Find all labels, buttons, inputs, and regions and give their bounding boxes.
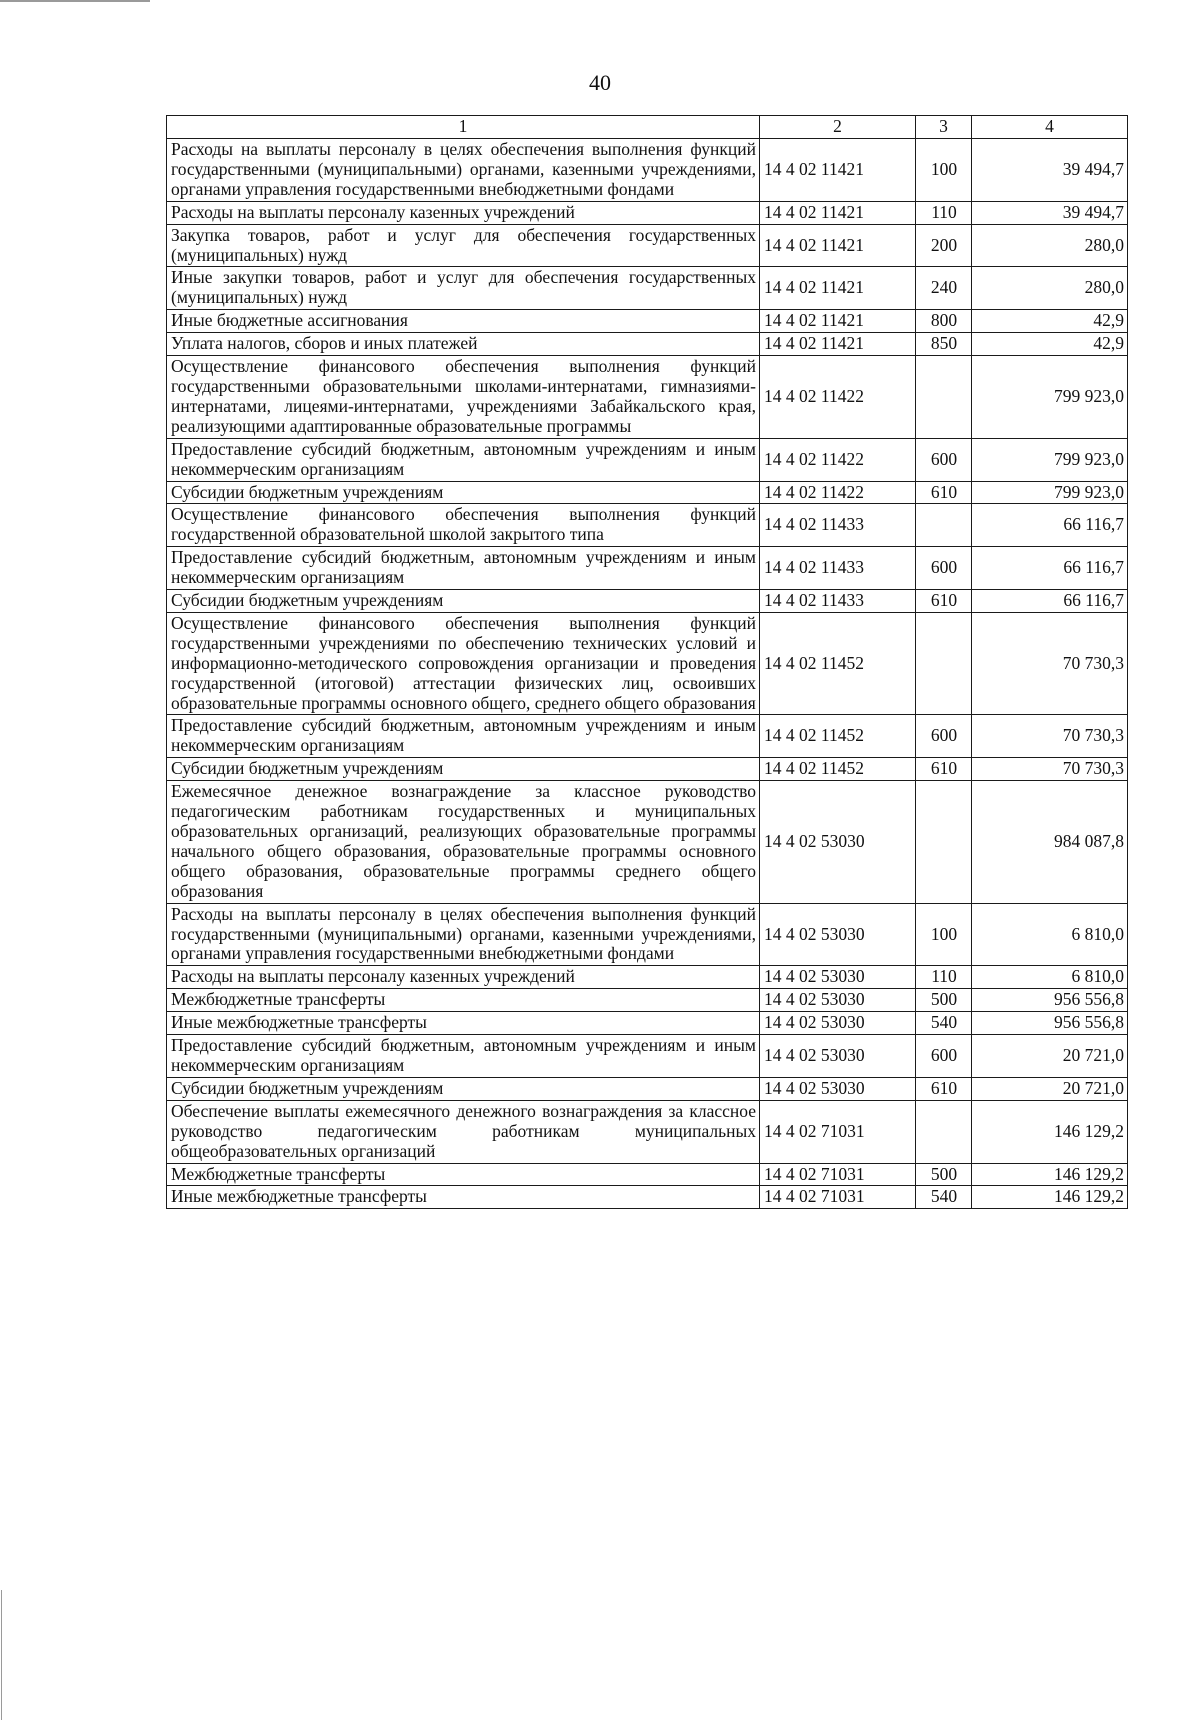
row-name: Расходы на выплаты персоналу в целях обеспечения выполнения функций государственными (муниципальными) органами, казенными учреждениями, органами управления государственными внебюджетными фондами xyxy=(167,903,760,966)
row-sum: 280,0 xyxy=(972,224,1128,267)
table-row xyxy=(167,310,1128,333)
row-name: Иные закупки товаров, работ и услуг для обеспечения государственных (муниципальных) нужд xyxy=(167,267,760,310)
row-name: Иные бюджетные ассигнования xyxy=(167,310,760,333)
row-type: 600 xyxy=(916,715,972,758)
row-name: Межбюджетные трансферты xyxy=(167,1163,760,1186)
row-code: 14 4 02 11421 xyxy=(760,224,916,267)
row-name: Иные межбюджетные трансферты xyxy=(167,1186,760,1209)
row-type: 110 xyxy=(916,201,972,224)
table-row xyxy=(167,481,1128,504)
row-code: 14 4 02 71031 xyxy=(760,1100,916,1163)
column-header-sum: 4 xyxy=(972,116,1128,139)
row-type: 600 xyxy=(916,438,972,481)
row-sum: 799 923,0 xyxy=(972,356,1128,439)
row-name: Закупка товаров, работ и услуг для обеспечения государственных (муниципальных) нужд xyxy=(167,224,760,267)
row-code: 14 4 02 11433 xyxy=(760,547,916,590)
row-type: 540 xyxy=(916,1012,972,1035)
row-type: 600 xyxy=(916,1035,972,1078)
row-sum: 799 923,0 xyxy=(972,481,1128,504)
row-name: Расходы на выплаты персоналу в целях обеспечения выполнения функций государственными (муниципальными) органами, казенными учреждениями, органами управления государственными внебюджетными фондами xyxy=(167,139,760,202)
row-code: 14 4 02 11421 xyxy=(760,310,916,333)
table-row xyxy=(167,438,1128,481)
row-sum: 956 556,8 xyxy=(972,989,1128,1012)
row-type: 100 xyxy=(916,903,972,966)
row-name: Обеспечение выплаты ежемесячного денежного вознаграждения за классное руководство педагогическим работникам муниципальных общеобразовательных организаций xyxy=(167,1100,760,1163)
row-sum: 70 730,3 xyxy=(972,715,1128,758)
table-row xyxy=(167,590,1128,613)
row-name: Иные межбюджетные трансферты xyxy=(167,1012,760,1035)
row-code: 14 4 02 53030 xyxy=(760,1077,916,1100)
table-row xyxy=(167,1100,1128,1163)
row-type: 500 xyxy=(916,1163,972,1186)
row-type xyxy=(916,781,972,903)
row-type: 600 xyxy=(916,547,972,590)
row-name: Субсидии бюджетным учреждениям xyxy=(167,481,760,504)
row-name: Предоставление субсидий бюджетным, автономным учреждениям и иным некоммерческим организациям xyxy=(167,715,760,758)
row-type: 610 xyxy=(916,590,972,613)
row-type: 240 xyxy=(916,267,972,310)
row-sum: 20 721,0 xyxy=(972,1035,1128,1078)
row-sum: 956 556,8 xyxy=(972,1012,1128,1035)
table-row xyxy=(167,715,1128,758)
row-sum: 20 721,0 xyxy=(972,1077,1128,1100)
scan-mark-top-left xyxy=(0,0,150,2)
row-code: 14 4 02 11433 xyxy=(760,590,916,613)
row-code: 14 4 02 71031 xyxy=(760,1163,916,1186)
row-name: Уплата налогов, сборов и иных платежей xyxy=(167,333,760,356)
row-code: 14 4 02 11421 xyxy=(760,267,916,310)
table-header-row xyxy=(167,116,1128,139)
table-row xyxy=(167,1035,1128,1078)
row-type: 200 xyxy=(916,224,972,267)
row-sum: 39 494,7 xyxy=(972,201,1128,224)
row-type: 110 xyxy=(916,966,972,989)
row-sum: 280,0 xyxy=(972,267,1128,310)
row-type: 540 xyxy=(916,1186,972,1209)
row-sum: 799 923,0 xyxy=(972,438,1128,481)
row-code: 14 4 02 11452 xyxy=(760,715,916,758)
row-name: Расходы на выплаты персоналу казенных учреждений xyxy=(167,966,760,989)
table-row xyxy=(167,267,1128,310)
row-code: 14 4 02 11452 xyxy=(760,612,916,715)
row-name: Осуществление финансового обеспечения выполнения функций государственными учреждениями по обеспечению технических условий и информационно-методического сопровождения организации и проведения государственной (итоговой) аттестации физических лиц, освоивших образовательные программы основного общего, среднего общего образования xyxy=(167,612,760,715)
table-row xyxy=(167,781,1128,903)
row-name: Субсидии бюджетным учреждениям xyxy=(167,590,760,613)
row-type: 610 xyxy=(916,758,972,781)
row-code: 14 4 02 53030 xyxy=(760,966,916,989)
row-sum: 66 116,7 xyxy=(972,504,1128,547)
row-type: 850 xyxy=(916,333,972,356)
row-type: 800 xyxy=(916,310,972,333)
table-row xyxy=(167,504,1128,547)
row-sum: 146 129,2 xyxy=(972,1100,1128,1163)
row-code: 14 4 02 11421 xyxy=(760,333,916,356)
table-row xyxy=(167,139,1128,202)
table-row xyxy=(167,333,1128,356)
budget-table xyxy=(166,115,1128,1209)
row-code: 14 4 02 11422 xyxy=(760,356,916,439)
row-code: 14 4 02 11421 xyxy=(760,201,916,224)
row-code: 14 4 02 53030 xyxy=(760,781,916,903)
column-header-code: 2 xyxy=(760,116,916,139)
row-sum: 146 129,2 xyxy=(972,1186,1128,1209)
row-sum: 42,9 xyxy=(972,333,1128,356)
table-row xyxy=(167,612,1128,715)
row-name: Осуществление финансового обеспечения выполнения функций государственной образовательной школой закрытого типа xyxy=(167,504,760,547)
row-code: 14 4 02 11422 xyxy=(760,481,916,504)
row-name: Субсидии бюджетным учреждениям xyxy=(167,758,760,781)
table-body xyxy=(167,139,1128,1209)
row-type: 610 xyxy=(916,1077,972,1100)
row-sum: 42,9 xyxy=(972,310,1128,333)
table-row xyxy=(167,356,1128,439)
table-row xyxy=(167,1077,1128,1100)
row-sum: 66 116,7 xyxy=(972,590,1128,613)
table-row xyxy=(167,1012,1128,1035)
table-row xyxy=(167,903,1128,966)
row-name: Предоставление субсидий бюджетным, автономным учреждениям и иным некоммерческим организациям xyxy=(167,438,760,481)
row-code: 14 4 02 11422 xyxy=(760,438,916,481)
row-name: Межбюджетные трансферты xyxy=(167,989,760,1012)
row-type xyxy=(916,612,972,715)
table-row xyxy=(167,224,1128,267)
column-header-name: 1 xyxy=(167,116,760,139)
row-sum: 70 730,3 xyxy=(972,758,1128,781)
column-header-type: 3 xyxy=(916,116,972,139)
row-sum: 70 730,3 xyxy=(972,612,1128,715)
row-sum: 984 087,8 xyxy=(972,781,1128,903)
row-sum: 6 810,0 xyxy=(972,903,1128,966)
row-type: 100 xyxy=(916,139,972,202)
row-name: Предоставление субсидий бюджетным, автономным учреждениям и иным некоммерческим организациям xyxy=(167,1035,760,1078)
row-code: 14 4 02 11452 xyxy=(760,758,916,781)
row-name: Ежемесячное денежное вознаграждение за классное руководство педагогическим работникам государственных и муниципальных образовательных организаций, реализующих образовательные программы начального общего образования, образовательные программы основного общего образования, образовательные программы среднего общего образования xyxy=(167,781,760,903)
scan-mark-left-edge xyxy=(1,1590,2,1720)
row-code: 14 4 02 53030 xyxy=(760,903,916,966)
row-type: 500 xyxy=(916,989,972,1012)
row-name: Осуществление финансового обеспечения выполнения функций государственными образовательными школами-интернатами, гимназиями-интернатами, лицеями-интернатами, учреждениями Забайкальского края, реализующими адаптированные образовательные программы xyxy=(167,356,760,439)
row-sum: 146 129,2 xyxy=(972,1163,1128,1186)
row-code: 14 4 02 53030 xyxy=(760,989,916,1012)
page-number: 40 xyxy=(589,70,611,95)
row-code: 14 4 02 53030 xyxy=(760,1035,916,1078)
row-type xyxy=(916,1100,972,1163)
row-name: Расходы на выплаты персоналу казенных учреждений xyxy=(167,201,760,224)
table-row xyxy=(167,989,1128,1012)
row-code: 14 4 02 71031 xyxy=(760,1186,916,1209)
row-code: 14 4 02 11421 xyxy=(760,139,916,202)
row-type xyxy=(916,504,972,547)
row-sum: 6 810,0 xyxy=(972,966,1128,989)
row-sum: 39 494,7 xyxy=(972,139,1128,202)
table-row xyxy=(167,1163,1128,1186)
table-row xyxy=(167,966,1128,989)
table-row xyxy=(167,758,1128,781)
row-code: 14 4 02 11433 xyxy=(760,504,916,547)
row-type xyxy=(916,356,972,439)
row-sum: 66 116,7 xyxy=(972,547,1128,590)
table-row xyxy=(167,547,1128,590)
row-name: Субсидии бюджетным учреждениям xyxy=(167,1077,760,1100)
row-code: 14 4 02 53030 xyxy=(760,1012,916,1035)
row-type: 610 xyxy=(916,481,972,504)
table-row xyxy=(167,201,1128,224)
row-name: Предоставление субсидий бюджетным, автономным учреждениям и иным некоммерческим организациям xyxy=(167,547,760,590)
table-row xyxy=(167,1186,1128,1209)
